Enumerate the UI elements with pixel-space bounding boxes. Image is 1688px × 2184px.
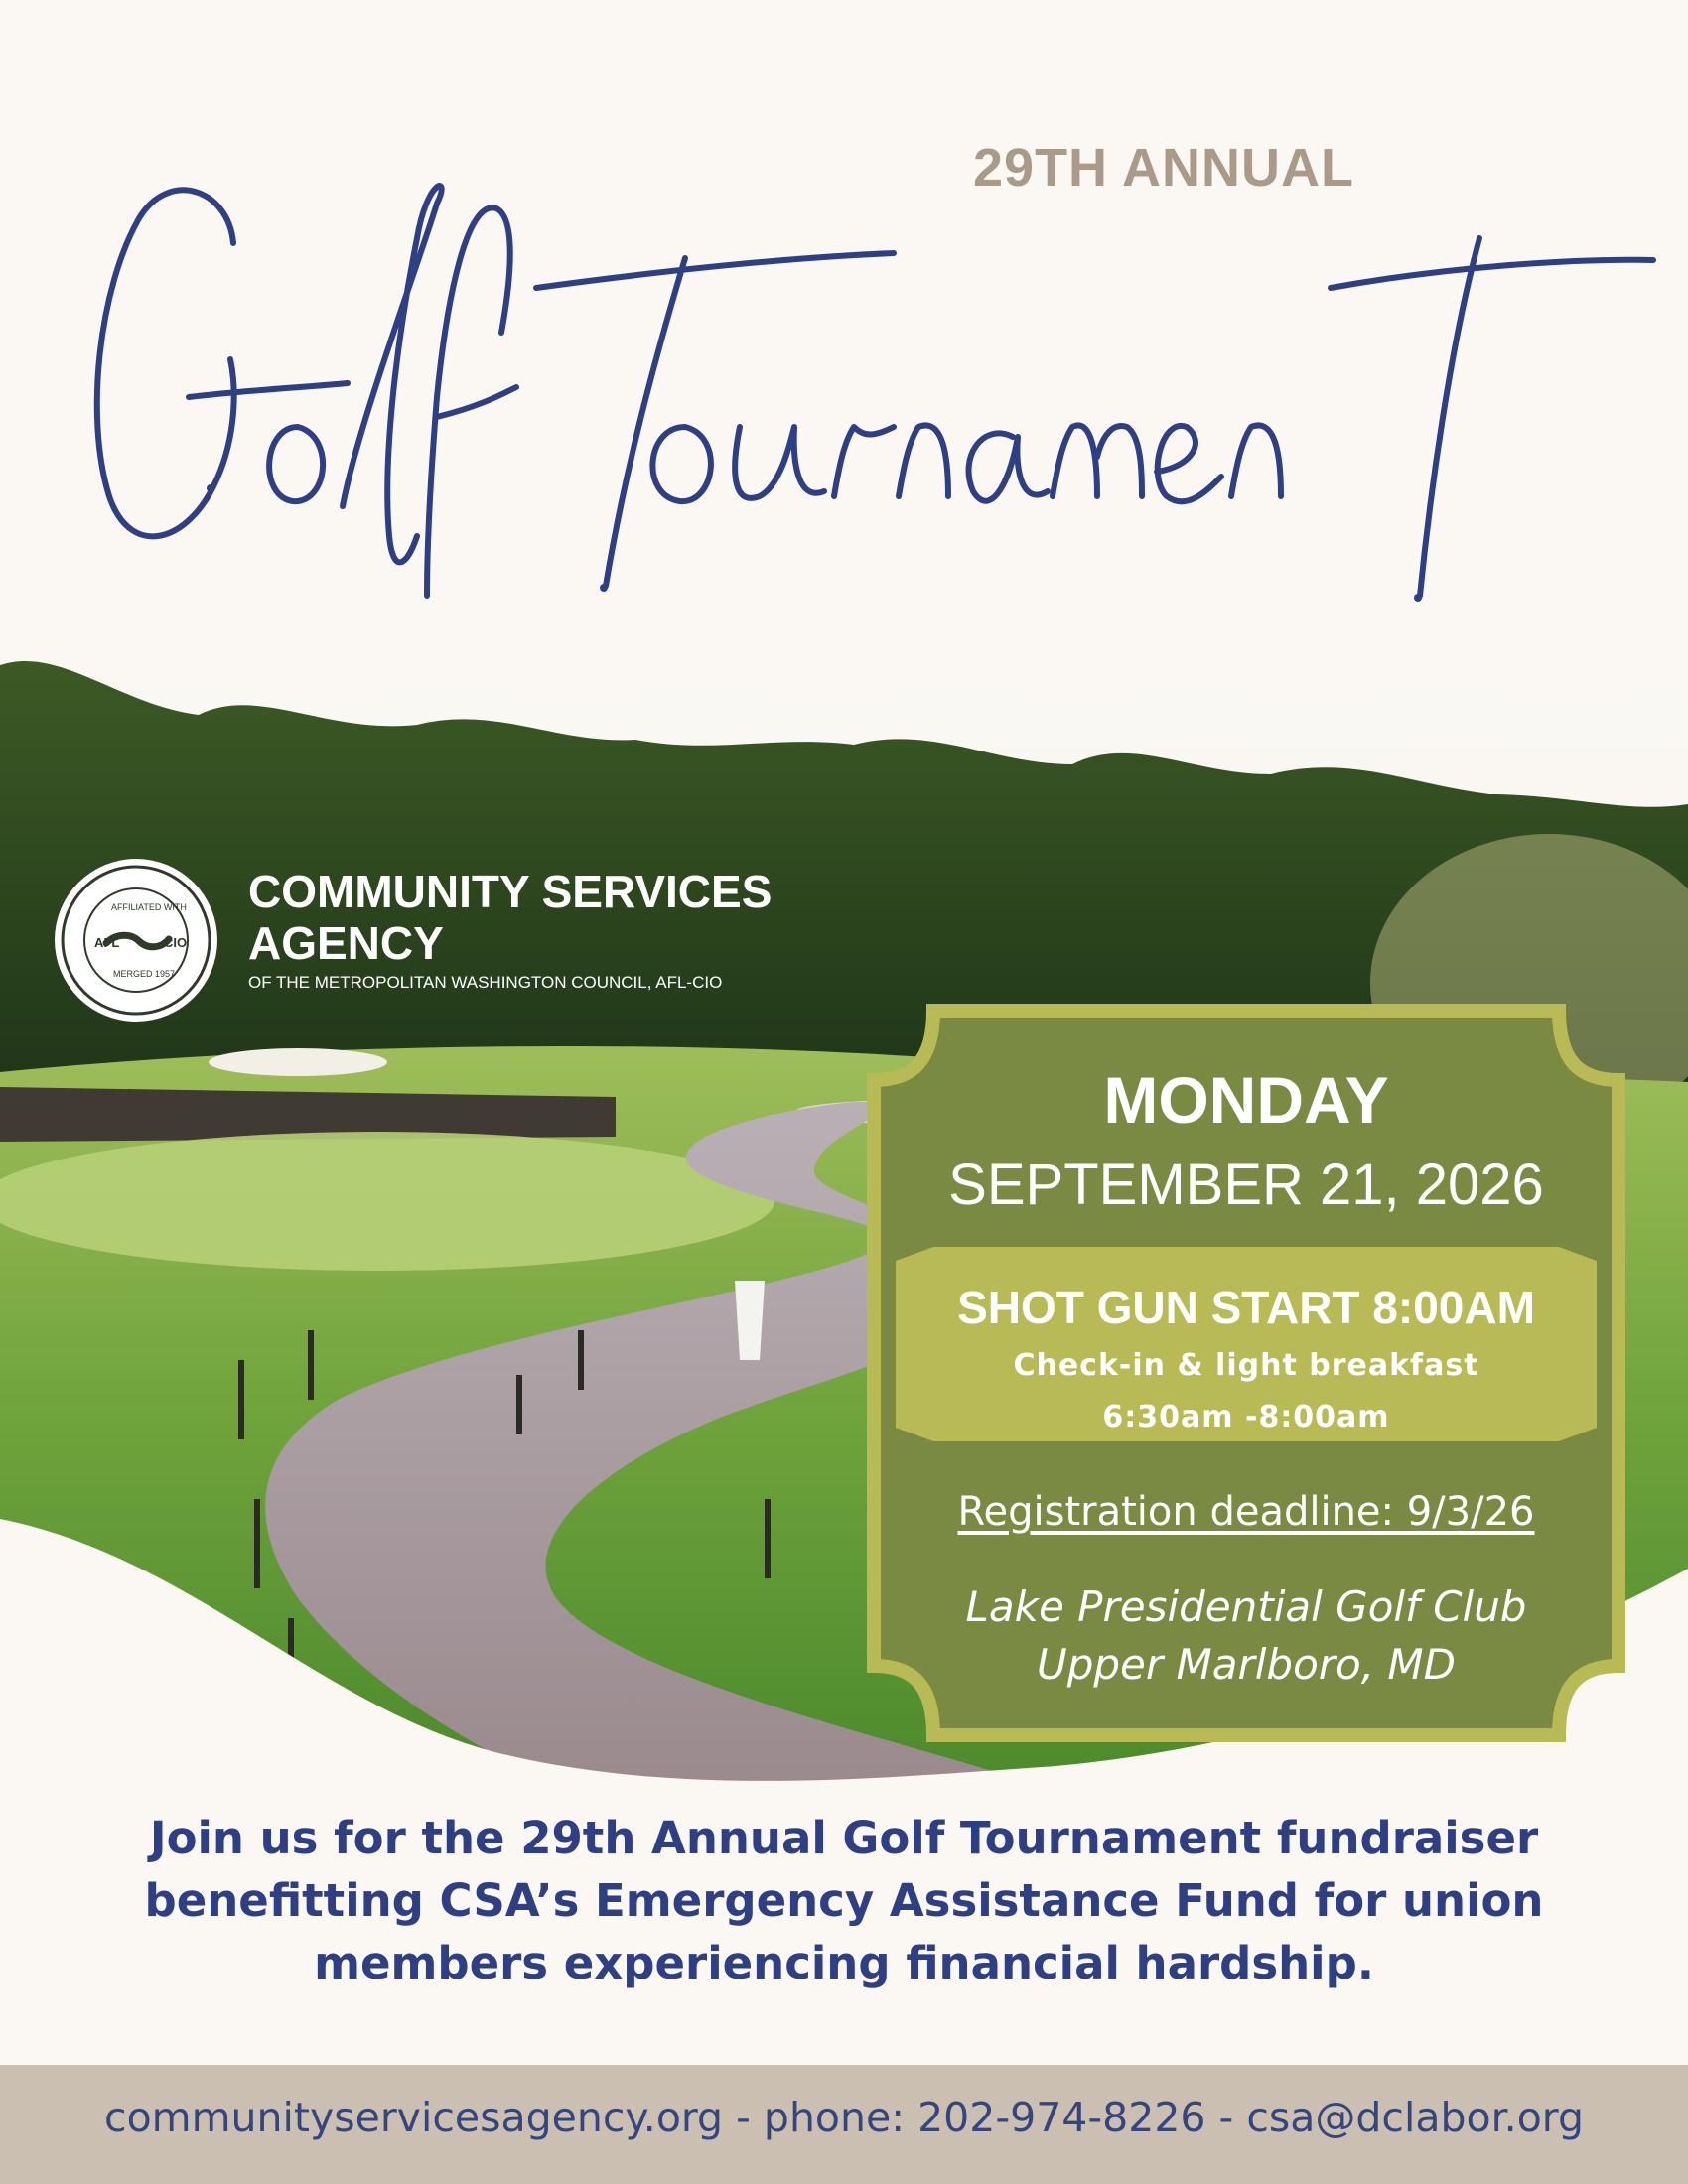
venue-location: Upper Marlboro, MD <box>1036 1640 1457 1689</box>
svg-text:CIO: CIO <box>164 935 188 950</box>
checkin-note: Check-in & light breakfast <box>1013 1348 1479 1383</box>
shotgun-start: SHOT GUN START 8:00AM <box>957 1282 1535 1333</box>
afl-cio-seal-logo <box>52 856 220 1024</box>
message-line3: members experiencing financial hardship. <box>314 1937 1374 1989</box>
venue-block <box>864 1578 1628 1694</box>
svg-text:AFFILIATED WITH: AFFILIATED WITH <box>111 902 187 912</box>
org-subtitle: OF THE METROPOLITAN WASHINGTON COUNCIL, AFL-CIO <box>248 973 723 992</box>
org-name-line2: AGENCY <box>248 917 444 969</box>
venue-name: Lake Presidential Golf Club <box>965 1582 1527 1631</box>
fundraiser-message <box>40 1807 1648 1994</box>
registration-deadline: Registration deadline: 9/3/26 <box>957 1489 1535 1535</box>
contact-info: communityservicesagency.org - phone: 202-974-8226 - csa@dclabor.org <box>104 2094 1584 2141</box>
message-line1: Join us for the 29th Annual Golf Tournament fundraiser <box>149 1812 1539 1864</box>
org-name <box>248 866 894 969</box>
annual-label: 29TH ANNUAL <box>973 138 1355 198</box>
event-date: SEPTEMBER 21, 2026 <box>948 1153 1544 1217</box>
event-day: MONDAY <box>1103 1063 1389 1137</box>
message-line2: benefitting CSA’s Emergency Assistance Fund for union <box>144 1874 1544 1927</box>
script-title-golf-tournament <box>0 99 1688 675</box>
org-name-line1: COMMUNITY SERVICES <box>248 866 773 917</box>
svg-text:MERGED 1957: MERGED 1957 <box>113 969 176 979</box>
svg-text:AFL: AFL <box>94 935 120 950</box>
checkin-time: 6:30am -8:00am <box>1102 1400 1390 1434</box>
